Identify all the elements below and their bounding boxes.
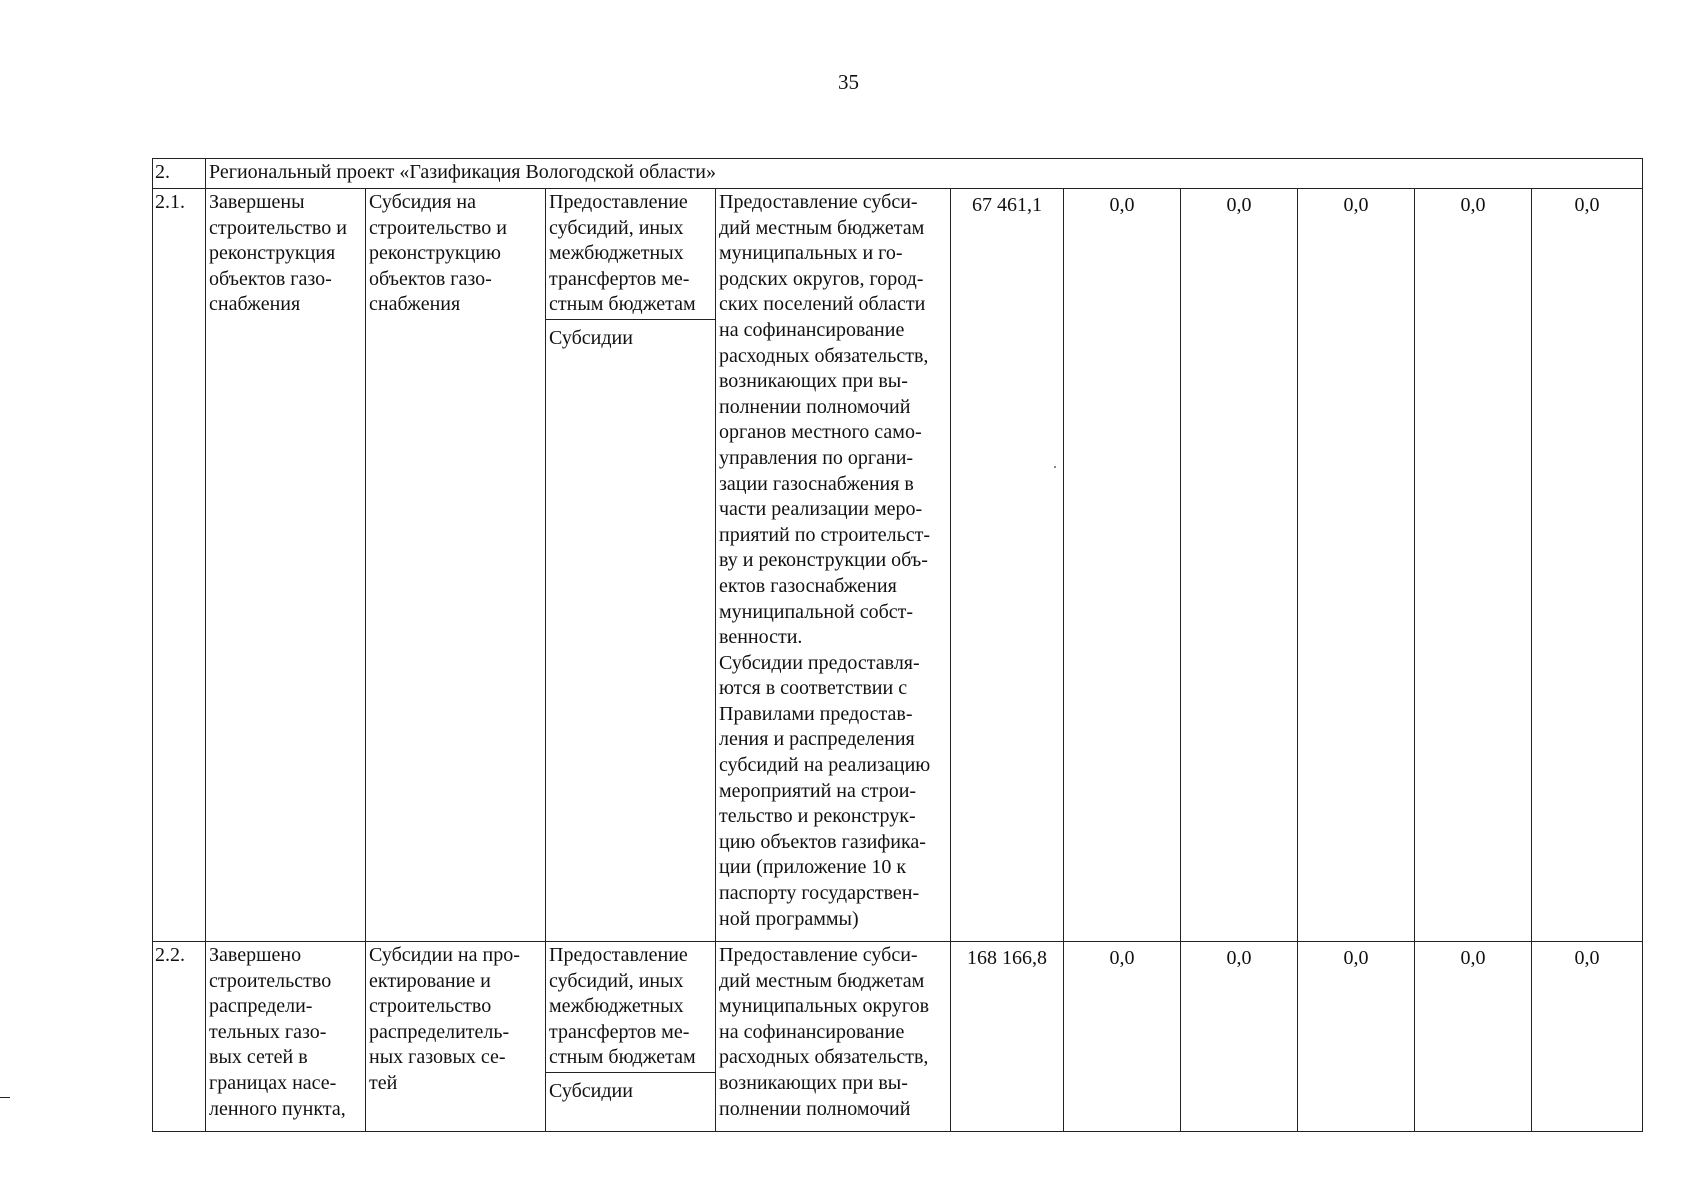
- value-cell: 0,0: [1064, 189, 1181, 942]
- measure-cell: Субсидии на про- ектирование и строительство распределитель- ных газовых се- тей: [366, 942, 546, 1132]
- value-cell: 0,0: [1181, 942, 1298, 1132]
- margin-dash: [0, 1097, 10, 1098]
- page-number: 35: [838, 70, 859, 94]
- section-row: [153, 159, 1643, 189]
- section-number: 2.: [153, 159, 206, 189]
- value-cell: 0,0: [1532, 942, 1643, 1132]
- row-number: 2.2.: [153, 942, 206, 1132]
- scan-artifact: [1054, 466, 1056, 468]
- form-description: Предоставление субсидий, иных межбюджетных трансфертов ме- стным бюджетам: [546, 190, 715, 320]
- description-cell: Предоставление субси- дий местным бюджетам муниципальных и го- родских округов, город- ских поселений области на софинансирование расходных обязательств, возникающих при вы- полнении полномочий органов местного само- управления по органи- зации газоснабжения в части реализации меро- приятий по строительст- ву и реконструкции объ- ектов газоснабжения муниципальной собст- венности. Субсидии предоставля- ются в соответствии с Правилами предостав- ления и распределения субсидий на реализацию мероприятий на строи- тельство и реконструк- цию объектов газифика- ции (приложение 10 к паспорту государствен- ной программы): [716, 189, 951, 942]
- measure-cell: Субсидия на строительство и реконструкцию объектов газо- снабжения: [366, 189, 546, 942]
- row-number: 2.1.: [153, 189, 206, 942]
- value-cell: 0,0: [1064, 942, 1181, 1132]
- value-cell: 0,0: [1415, 942, 1532, 1132]
- table-row: [153, 189, 1643, 942]
- result-cell: Завершены строительство и реконструкция объектов газо- снабжения: [206, 189, 366, 942]
- form-description: Предоставление субсидий, иных межбюджетных трансфертов ме- стным бюджетам: [546, 943, 715, 1073]
- form-type: Субсидии: [549, 1079, 633, 1102]
- form-cell: [546, 189, 716, 942]
- value-cell: 0,0: [1298, 189, 1415, 942]
- form-type: Субсидии: [549, 326, 633, 349]
- value-cell: 168 166,8: [951, 942, 1064, 1132]
- table-row: [153, 942, 1643, 1132]
- value-cell: 0,0: [1298, 942, 1415, 1132]
- section-title: Региональный проект «Газификация Вологодской области»: [206, 159, 1643, 189]
- form-cell: [546, 942, 716, 1132]
- value-cell: 0,0: [1181, 189, 1298, 942]
- value-cell: 0,0: [1532, 189, 1643, 942]
- result-cell: Завершено строительство распредели- тельных газо- вых сетей в границах насе- ленного пункта,: [206, 942, 366, 1132]
- value-cell: 0,0: [1415, 189, 1532, 942]
- description-cell: Предоставление субси- дий местным бюджетам муниципальных округов на софинансирование расходных обязательств, возникающих при вы- полнении полномочий: [716, 942, 951, 1132]
- value-cell: 67 461,1: [951, 189, 1064, 942]
- budget-table: [152, 158, 1643, 1132]
